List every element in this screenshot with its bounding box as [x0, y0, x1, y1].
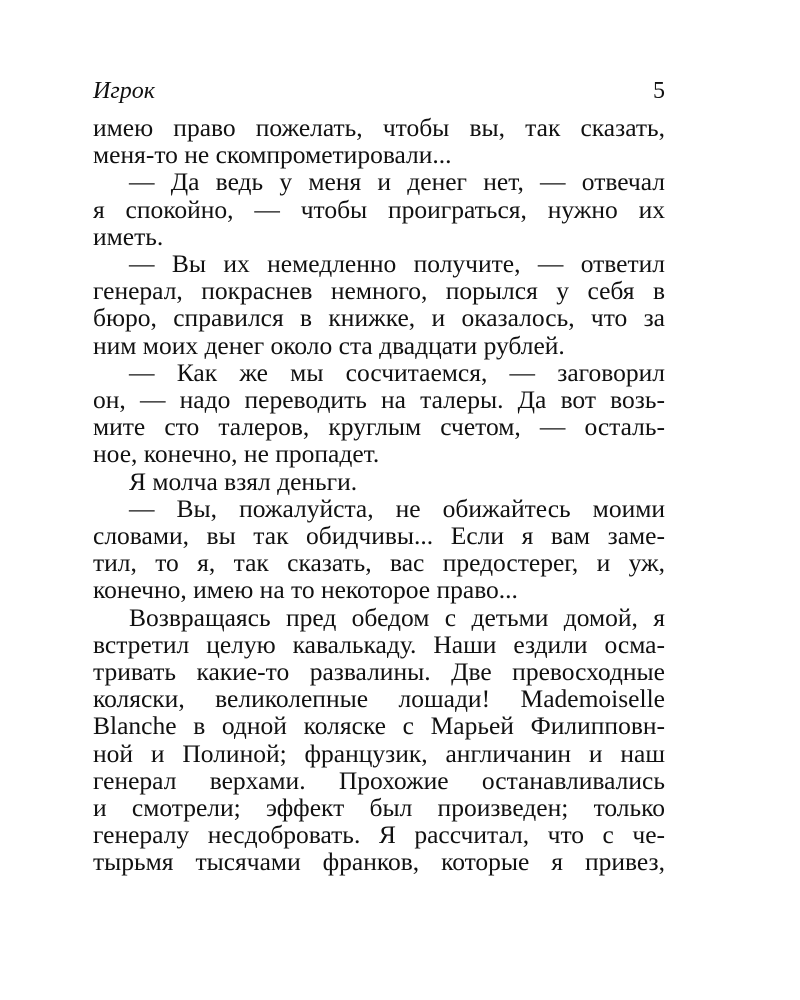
text-line: тил, то я, так сказать, вас предостерег, и уж, [93, 548, 665, 578]
text-line: генерал, покраснев немного, порылся у себя в [93, 276, 665, 306]
running-header [93, 78, 665, 114]
text-line: — Вы, пожалуйста, не обижайтесь моими [129, 493, 665, 523]
text-line: Blanche в одной коляске с Марьей Филипповн- [93, 711, 665, 741]
text-line: ное, конечно, не пропадет. [93, 439, 380, 469]
text-line: мите сто талеров, круглым счетом, — осталь- [93, 412, 665, 442]
text-line: меня-то не скомпрометировали... [93, 140, 452, 170]
body-text [93, 114, 665, 876]
text-line: встретил целую кавалькаду. Наши ездили осма- [93, 629, 665, 659]
text-line: бюро, справился в книжке, и оказалось, что за [93, 303, 665, 333]
text-line: имею право пожелать, чтобы вы, так сказать, [93, 113, 665, 142]
text-line: тривать какие-то развалины. Две превосходные [93, 657, 665, 687]
page-number: 5 [653, 78, 665, 104]
text-line: словами, вы так обидчивы... Если я вам заме- [93, 521, 665, 551]
running-title: Игрок [93, 78, 155, 104]
text-line: — Да ведь у меня и денег нет, — отвечал [129, 167, 665, 197]
text-line: конечно, имею на то некоторое право... [93, 575, 518, 605]
text-line: Возвращаясь пред обедом с детьми домой, я [129, 602, 665, 632]
book-page [93, 78, 665, 876]
text-line: коляски, великолепные лошади! Mademoiselle [93, 684, 665, 714]
text-line: генералу несдобровать. Я рассчитал, что с че- [93, 820, 665, 850]
text-line: я спокойно, — чтобы проиграться, нужно их [93, 194, 665, 224]
text-line: иметь. [93, 221, 164, 251]
text-line: он, — надо переводить на талеры. Да вот возь- [93, 385, 665, 415]
text-line: — Вы их немедленно получите, — ответил [129, 249, 665, 279]
text-line: Я молча взял деньги. [129, 466, 358, 496]
text-line: — Как же мы сосчитаемся, — заговорил [129, 357, 665, 387]
text-line: и смотрели; эффект был произведен; только [93, 793, 665, 823]
text-line: ной и Полиной; французик, англичанин и наш [93, 738, 665, 768]
text-line: ним моих денег около ста двадцати рублей. [93, 330, 565, 360]
text-line: генерал верхами. Прохожие останавливались [93, 765, 665, 795]
text-line: тырьмя тысячами франков, которые я привез, [93, 847, 665, 877]
